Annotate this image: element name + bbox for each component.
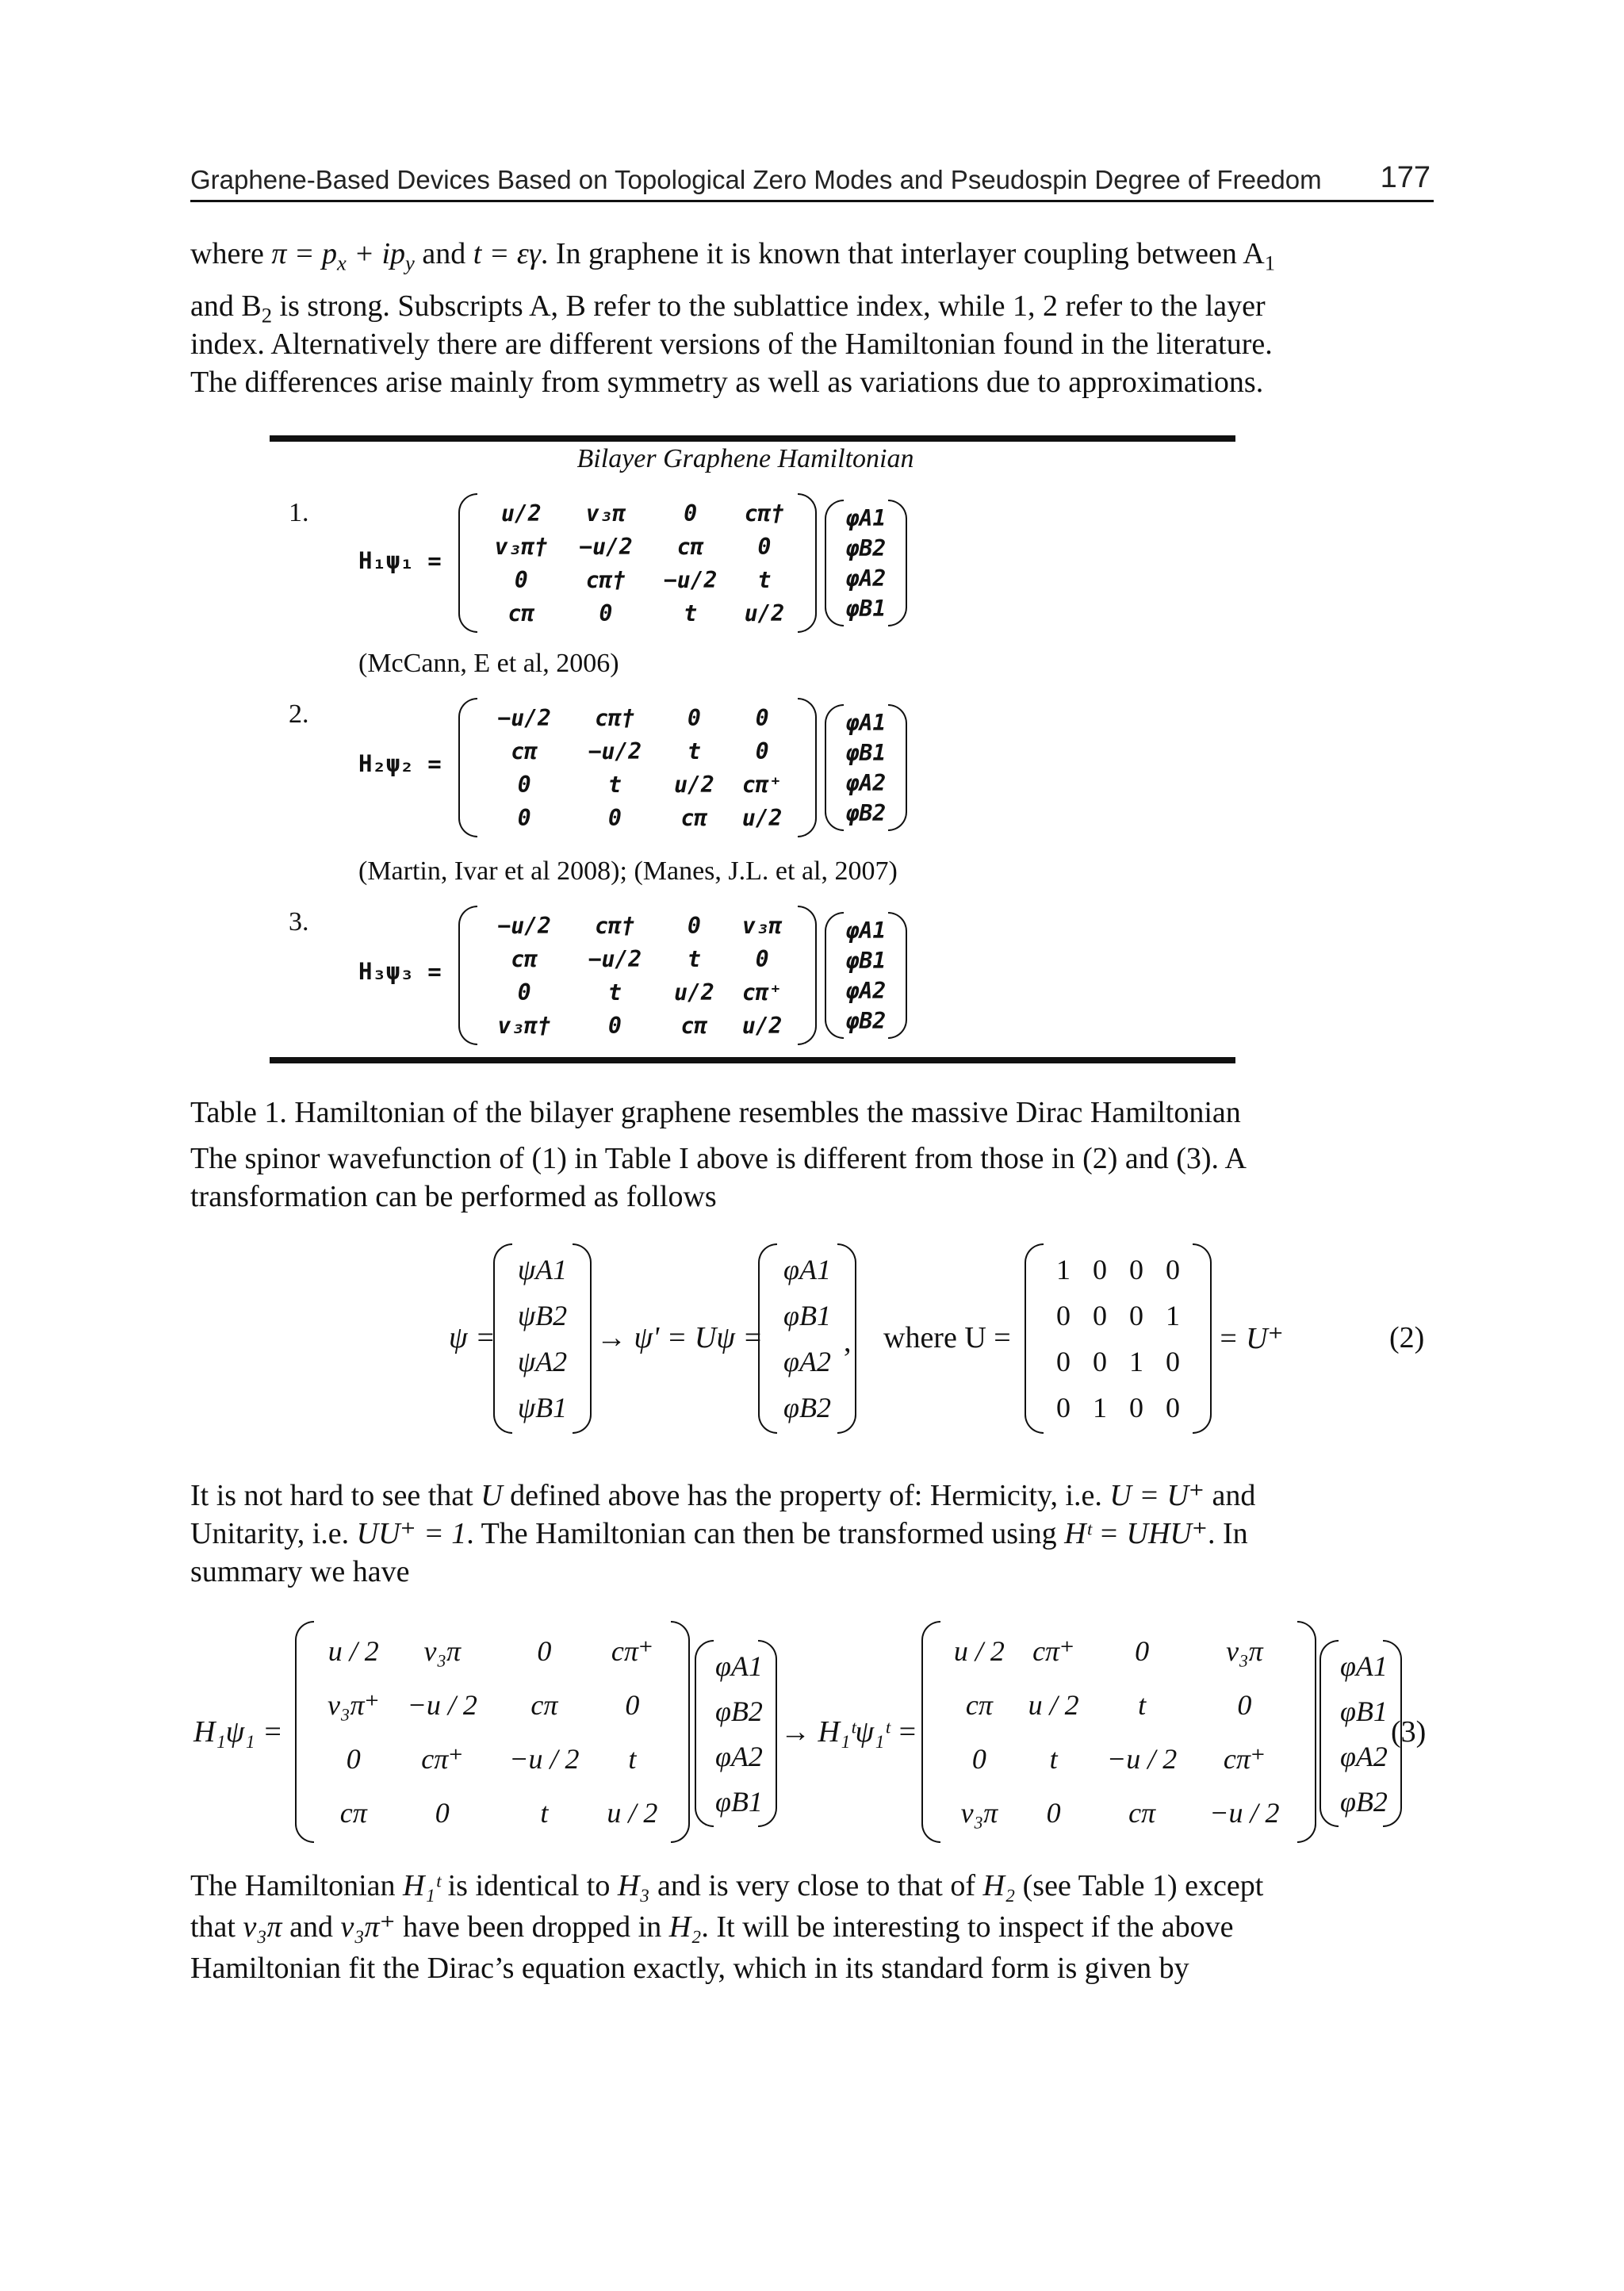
eq3-lhs: H₁ψ₁ = xyxy=(193,1715,283,1749)
matrix-h2: −u/2 cπ† 0 0 cπ −u/2 t 0 0 t u/2 cπ⁺ 0 0 cπ u/2 xyxy=(458,698,817,837)
eq3-arrow: → H₁ᵗψ₁ᵗ = xyxy=(780,1715,917,1749)
table-heading: Bilayer Graphene Hamiltonian xyxy=(576,444,914,473)
eq3-number: (3) xyxy=(1391,1715,1427,1749)
table-bottom-rule xyxy=(270,1057,1235,1063)
eq3-vector-1: φA1 φB2 φA2 φB1 xyxy=(695,1640,777,1827)
eq2-U-matrix: 1 0 0 0 0 0 0 1 0 0 1 0 0 1 0 0 xyxy=(1025,1243,1212,1434)
citation-2: (Martin, Ivar et al 2008); (Manes, J.L. et al, 2007) xyxy=(358,856,898,886)
spinor-line-2: transformation can be performed as follows xyxy=(190,1180,717,1213)
running-header xyxy=(190,162,1434,202)
intro-paragraph xyxy=(190,235,1434,401)
table-row-label-1: H₁ψ₁ = xyxy=(358,547,442,574)
matrix-h1: u/2 v₃π 0 cπ† v₃π† −u/2 cπ 0 0 cπ† −u/2 t cπ 0 t u/2 xyxy=(458,493,817,633)
eq2-phi-vector: φA1 φB1 φA2 φB2 xyxy=(758,1243,856,1434)
eq2-where: where U = xyxy=(883,1321,1011,1354)
matrix-h3: −u/2 cπ† 0 v₃π cπ −u/2 t 0 0 t u/2 cπ⁺ v₃π† 0 cπ u/2 xyxy=(458,906,817,1045)
vector-psi2: φA1 φB1 φA2 φB2 xyxy=(825,704,907,831)
eq2-psi-label: ψ = xyxy=(449,1321,496,1354)
table-row-label-3: H₃ψ₃ = xyxy=(358,958,442,985)
vector-psi3: φA1 φB1 φA2 φB2 xyxy=(825,912,907,1039)
closing-paragraph xyxy=(190,1865,1434,1989)
intro-line-3: index. Alternatively there are different versions of the Hamiltonian found in the literature. xyxy=(190,328,1273,361)
intro-line-4: The differences arise mainly from symmetry as well as variations due to approximations. xyxy=(190,366,1264,399)
table-row-number-3: 3. xyxy=(289,907,309,937)
closing-line-2: that v₃π and v₃π⁺ have been dropped in H₂. It will be interesting to inspect if the above xyxy=(190,1910,1234,1944)
intro-line-1: where $\pi = p_x + ip_y$ and t = εγ. In graphene it is known that interlayer coupling between $A_1$ xyxy=(190,237,1275,275)
hermicity-paragraph xyxy=(190,1477,1434,1591)
table-row-number-2: 2. xyxy=(289,699,309,729)
eq3-matrix-h1: u / 2 v₃π 0 cπ⁺ v₃π⁺ −u / 2 cπ 0 0 cπ⁺ −u / 2 t cπ 0 t u / 2 xyxy=(295,1621,690,1843)
header-title: Graphene-Based Devices Based on Topological Zero Modes and Pseudospin Degree of Freedom xyxy=(190,165,1322,194)
intro-line-2: and $B_2$ is strong. Subscripts A, B refer to the sublattice index, while 1, 2 refer to the layer xyxy=(190,289,1266,328)
table-caption: Table 1. Hamiltonian of the bilayer graphene resembles the massive Dirac Hamiltonian xyxy=(190,1096,1241,1129)
closing-line-3: Hamiltonian fit the Dirac’s equation exactly, which in its standard form is given by xyxy=(190,1952,1189,1985)
table-top-rule xyxy=(270,435,1235,442)
spinor-paragraph xyxy=(190,1140,1434,1216)
citation-1: (McCann, E et al, 2006) xyxy=(358,649,619,678)
closing-line-1: The Hamiltonian H₁ᵗ is identical to H₃ and is very close to that of H₂ (see Table 1) except xyxy=(190,1869,1264,1902)
vector-psi1: φA1 φB2 φA2 φB1 xyxy=(825,500,907,626)
spinor-line-1: The spinor wavefunction of (1) in Table I above is different from those in (2) and (3). A xyxy=(190,1142,1247,1175)
eq2-equals-Udagger: = U⁺ xyxy=(1218,1322,1284,1355)
table-row-number-1: 1. xyxy=(289,498,309,527)
table-row-label-2: H₂ψ₂ = xyxy=(358,750,442,777)
eq3-vector-2: φA1 φB1 φA2 φB2 xyxy=(1320,1640,1402,1827)
page-number: 177 xyxy=(1380,161,1431,194)
eq2-comma: , xyxy=(844,1325,852,1358)
hermicity-line-3: summary we have xyxy=(190,1555,410,1588)
eq3-matrix-h1t: u / 2 cπ⁺ 0 v₃π cπ u / 2 t 0 0 t −u / 2 cπ⁺ v₃π 0 cπ −u / 2 xyxy=(921,1621,1316,1843)
hermicity-line-2: Unitarity, i.e. UU⁺ = 1. The Hamiltonian can then be transformed using Hᵗ = UHU⁺. In xyxy=(190,1517,1248,1550)
hermicity-line-1: It is not hard to see that U defined above has the property of: Hermicity, i.e. U = U⁺ and xyxy=(190,1479,1256,1512)
eq2-transform-arrow: → ψ' = Uψ = xyxy=(596,1321,764,1354)
eq2-number: (2) xyxy=(1389,1321,1425,1354)
eq2-psi-vector: ψA1 ψB2 ψA2 ψB1 xyxy=(493,1243,592,1434)
